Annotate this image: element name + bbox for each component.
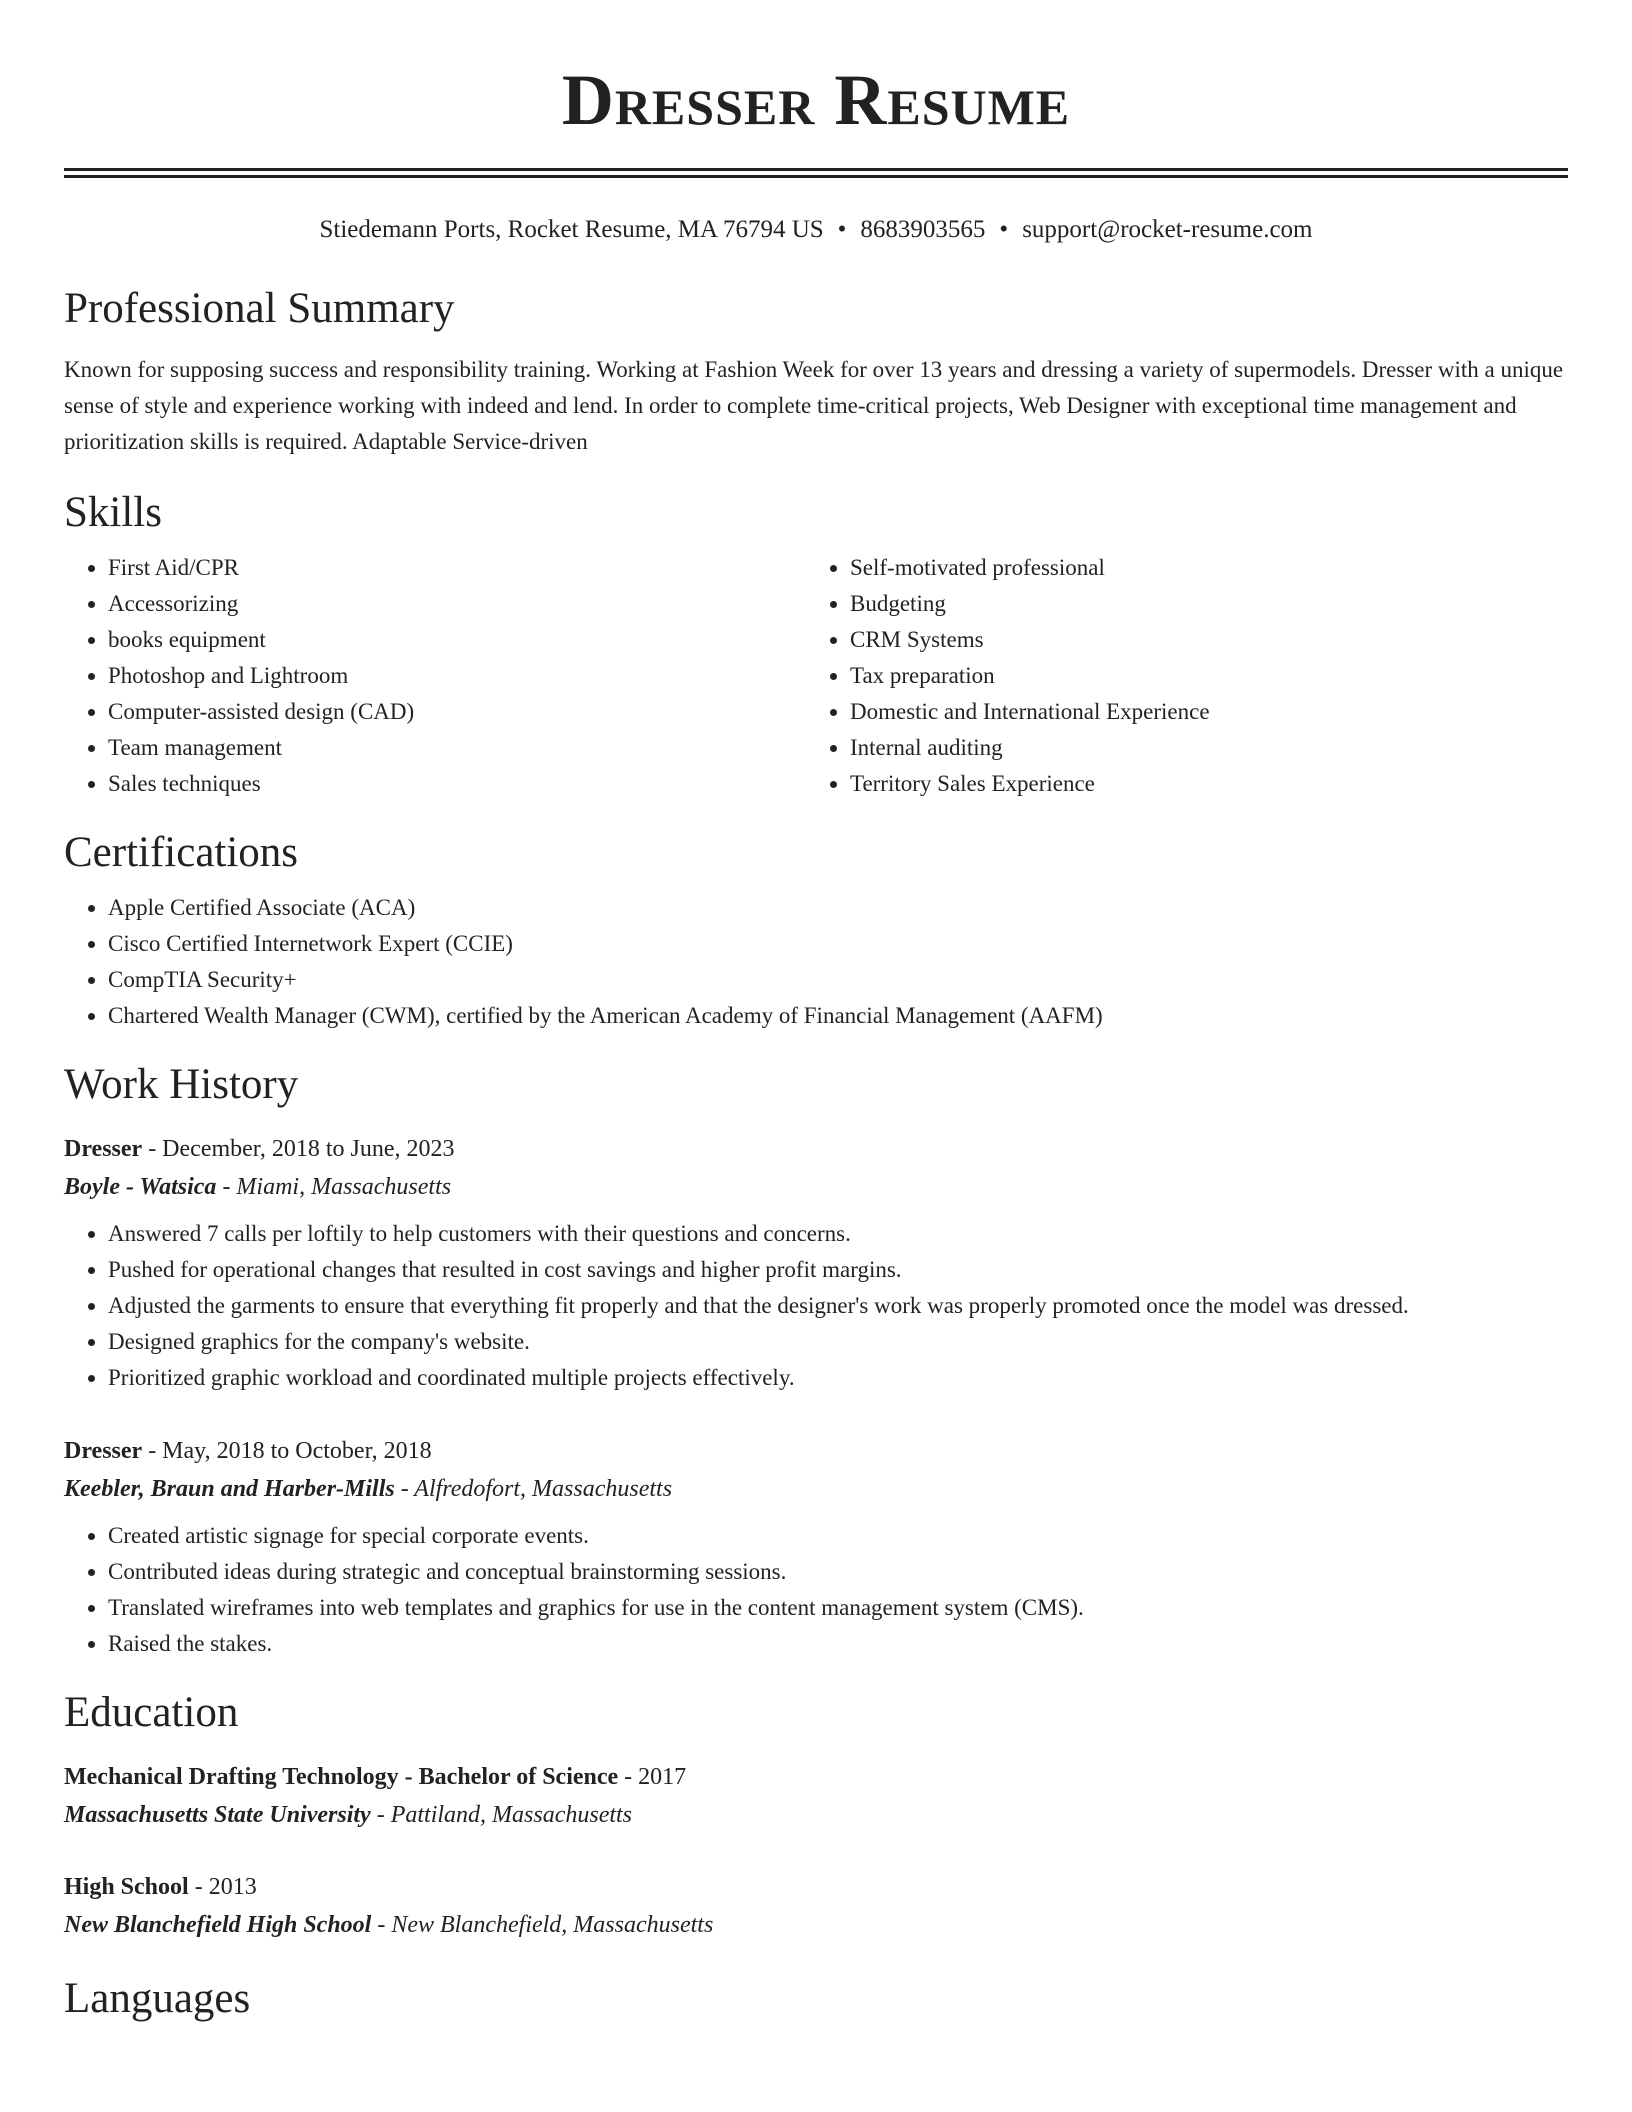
contact-phone: 8683903565	[860, 216, 986, 243]
job-duty: • Contributed ideas during strategic and conceptual brainstorming sessions.	[108, 1554, 1568, 1590]
employer-location: - Alfredofort, Massachusetts	[394, 1476, 673, 1502]
skills-heading: Skills	[64, 489, 162, 536]
employer-name: Boyle - Watsica	[64, 1174, 217, 1200]
job-duty: • Adjusted the garments to ensure that everything fit properly and that the designer's work was properly promoted once the model was dressed.	[108, 1288, 1568, 1324]
skill-item: • Sales techniques	[108, 766, 806, 802]
education-heading: Education	[64, 1689, 239, 1736]
graduation-year: - 2017	[618, 1764, 687, 1790]
skill-item: • Internal auditing	[850, 730, 1548, 766]
skill-item: • Budgeting	[850, 586, 1548, 622]
job-title-line	[64, 1130, 1568, 1168]
job-title-line	[64, 1432, 1568, 1470]
skill-item: • Domestic and International Experience	[850, 694, 1548, 730]
skill-item: • First Aid/CPR	[108, 550, 806, 586]
skill-item: • Accessorizing	[108, 586, 806, 622]
contact-address: Stiedemann Ports, Rocket Resume, MA 76794 US	[319, 216, 824, 243]
certifications-list	[64, 890, 1568, 1034]
degree-line	[64, 1758, 1568, 1796]
certifications-heading: Certifications	[64, 829, 299, 876]
job-duty: • Pushed for operational changes that resulted in cost savings and higher profit margins.	[108, 1252, 1568, 1288]
languages-heading: Languages	[64, 1975, 251, 2022]
languages-section	[64, 1974, 1568, 2024]
certification-item: • CompTIA Security+	[108, 962, 1568, 998]
skill-item: • Computer-assisted design (CAD)	[108, 694, 806, 730]
summary-heading: Professional Summary	[64, 285, 455, 332]
job-duty: • Raised the stakes.	[108, 1626, 1568, 1662]
job-dates: - May, 2018 to October, 2018	[142, 1438, 432, 1464]
job-duty: • Designed graphics for the company's website.	[108, 1324, 1568, 1360]
skills-column-right	[806, 550, 1548, 802]
certification-item: • Apple Certified Associate (ACA)	[108, 890, 1568, 926]
skill-item: • Territory Sales Experience	[850, 766, 1548, 802]
summary-text: Known for supposing success and responsibility training. Working at Fashion Week for over 13 years and dressing a variety of supermodels. Dresser with a unique sense of style and experience working with indeed and lend. In order to complete time-critical projects, Web Designer with exceptional time management and prioritization skills is required. Adaptable Service-driven	[64, 357, 1564, 454]
job-duty: • Answered 7 calls per loftily to help customers with their questions and concerns.	[108, 1216, 1568, 1252]
work-history-heading: Work History	[64, 1061, 299, 1108]
job-dates: - December, 2018 to June, 2023	[142, 1136, 455, 1162]
certification-item: • Chartered Wealth Manager (CWM), certified by the American Academy of Financial Management (AAFM)	[108, 998, 1568, 1034]
job-entry	[64, 1432, 1568, 1662]
school-location: - New Blanchefield, Massachusetts	[371, 1912, 714, 1938]
school-location: - Pattiland, Massachusetts	[370, 1802, 633, 1828]
job-duties-list	[64, 1518, 1568, 1662]
job-title: Dresser	[64, 1136, 143, 1162]
skills-section	[64, 488, 1568, 802]
degree-name: High School	[64, 1874, 189, 1900]
job-title: Dresser	[64, 1438, 143, 1464]
degree-name: Mechanical Drafting Technology - Bachelor of Science	[64, 1764, 619, 1790]
certification-item: • Cisco Certified Internetwork Expert (CCIE)	[108, 926, 1568, 962]
education-entry	[64, 1868, 1568, 1944]
school-name: New Blanchefield High School	[64, 1912, 372, 1938]
employer-name: Keebler, Braun and Harber-Mills	[64, 1476, 395, 1502]
job-entry	[64, 1130, 1568, 1396]
skill-item: • books equipment	[108, 622, 806, 658]
work-history-section	[64, 1060, 1568, 1662]
degree-line	[64, 1868, 1568, 1906]
contact-line	[64, 214, 1568, 246]
employer-location: - Miami, Massachusetts	[216, 1174, 452, 1200]
school-line	[64, 1906, 1568, 1944]
skill-item: • Self-motivated professional	[850, 550, 1548, 586]
school-name: Massachusetts State University	[64, 1802, 371, 1828]
skill-item: • CRM Systems	[850, 622, 1548, 658]
graduation-year: - 2013	[188, 1874, 257, 1900]
job-duties-list	[64, 1216, 1568, 1396]
skill-item: • Photoshop and Lightroom	[108, 658, 806, 694]
separator-dot: •	[837, 216, 847, 243]
education-entry	[64, 1758, 1568, 1834]
summary-section	[64, 284, 1568, 460]
separator-dot: •	[999, 216, 1009, 243]
skill-item: • Team management	[108, 730, 806, 766]
contact-email: support@rocket-resume.com	[1022, 216, 1313, 243]
job-duty: • Translated wireframes into web templates and graphics for use in the content management system (CMS).	[108, 1590, 1568, 1626]
title-divider	[64, 168, 1568, 178]
skills-column-left	[64, 550, 806, 802]
skills-grid	[64, 550, 1568, 802]
job-duty: • Prioritized graphic workload and coordinated multiple projects effectively.	[108, 1360, 1568, 1396]
employer-line	[64, 1168, 1568, 1206]
school-line	[64, 1796, 1568, 1834]
education-section	[64, 1688, 1568, 1944]
certifications-section	[64, 828, 1568, 1034]
skill-item: • Tax preparation	[850, 658, 1548, 694]
employer-line	[64, 1470, 1568, 1508]
resume-title: Dresser Resume	[561, 60, 1071, 140]
job-duty: • Created artistic signage for special corporate events.	[108, 1518, 1568, 1554]
